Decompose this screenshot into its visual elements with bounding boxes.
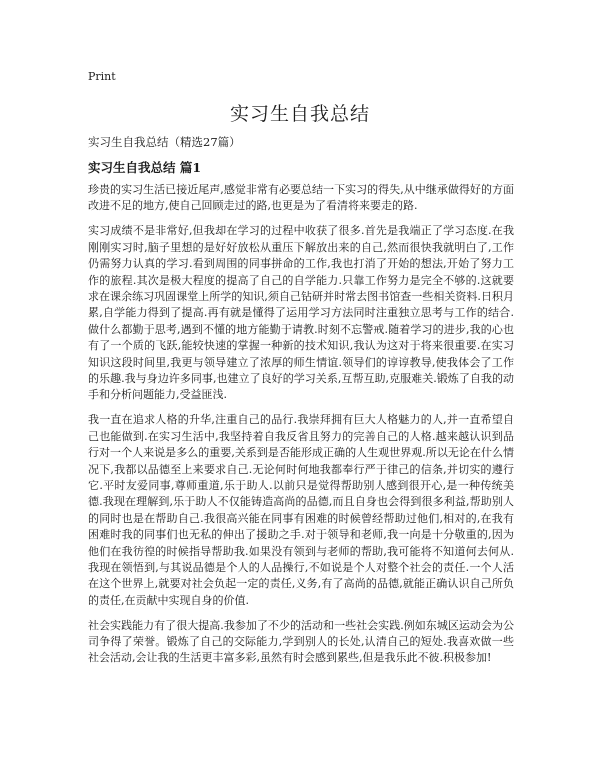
- page-title: 实习生自我总结: [229, 103, 370, 125]
- section-heading: 实习生自我总结 篇1: [88, 160, 202, 175]
- document-subtitle: 实习生自我总结（精选27篇）: [88, 135, 241, 149]
- print-link[interactable]: Print: [88, 70, 116, 83]
- paragraph: 珍贵的实习生活已接近尾声,感觉非常有必要总结一下实习的得失,从中继承做得好的方面改进不足的地方,使自己回顾走过的路,也更是为了看清将来要走的路.: [88, 183, 514, 213]
- article-body: [88, 182, 514, 675]
- paragraph: 我一直在追求人格的升华,注重自己的品行.我崇拜拥有巨大人格魅力的人,并一直希望自己也能做到.在实习生活中,我坚持着自我反省且努力的完善自己的人格.越来越认识到品行对一个人来说是多么的重要,关系到是否能形成正确的人生观世界观.所以无论在什么情况下,我都以品德至上来要求自己.无论何时何地我都奉行严于律己的信条,并切实的遵行它.平时友爱同事,尊师重道,乐于助人.以前只是觉得帮助别人感到很开心,是一种传统美德.我现在理解到,乐于助人不仅能铸造高尚的品德,而且自身也会得到很多利益,帮助别人的同时也是在帮助自己.我很高兴能在同事有困难的时候曾经帮助过他们,相对的,在我有困难时我的同事们也无私的伸出了援助之手.对于领导和老师,我一向是十分敬重的,因为他们在我彷徨的时候指导帮助我.如果没有领到与老师的帮助,我可能将不知道何去何从.我现在领悟到,与其说品德是个人的人品操行,不如说是个人对整个社会的责任.一个人活在这个世界上,就要对社会负起一定的责任,义务,有了高尚的品德,就能正确认识自己所负的责任,在贡献中实现自身的价值.: [88, 413, 514, 607]
- paragraph: 实习成绩不是非常好,但我却在学习的过程中收获了很多.首先是我端正了学习态度.在我刚刚实习时,脑子里想的是好好放松从重压下解放出来的自己,然而很快我就明白了,工作仍需努力认真的学习.看到周围的同事拼命的工作,我也打消了开始的想法,开始了努力工作的旅程.其次是极大程度的提高了自己的自学能力.只靠工作努力是完全不够的.这就要求在课余练习巩固课堂上所学的知识,须自己钻研并时常去图书馆查一些相关资料.日积月累,自学能力得到了提高.再有就是懂得了运用学习方法同时注重独立思考与工作的结合.做什么都勤于思考,遇到不懂的地方能勤于请教.时刻不忘警戒.随着学习的进步,我的心也有了一个质的飞跃,能较快速的掌握一种新的技术知识,我认为这对于将来很重要.在实习知识这段时间里,我更与领导建立了浓厚的师生情谊.领导们的谆谆教导,使我体会了工作的乐趣.我与身边许多同事,也建立了良好的学习关系,互帮互助,克服难关.锻炼了自我的动手和分析问题能力,受益匪浅.: [88, 224, 514, 402]
- paragraph: 社会实践能力有了很大提高.我参加了不少的活动和一些社会实践.例如东城区运动会为公司争得了荣誉。锻炼了自己的交际能力,学到别人的长处,认清自己的短处.我喜欢做一些社会活动,会让我的生活更丰富多彩,虽然有时会感到累些,但是我乐此不彼.积极参加!: [88, 618, 514, 665]
